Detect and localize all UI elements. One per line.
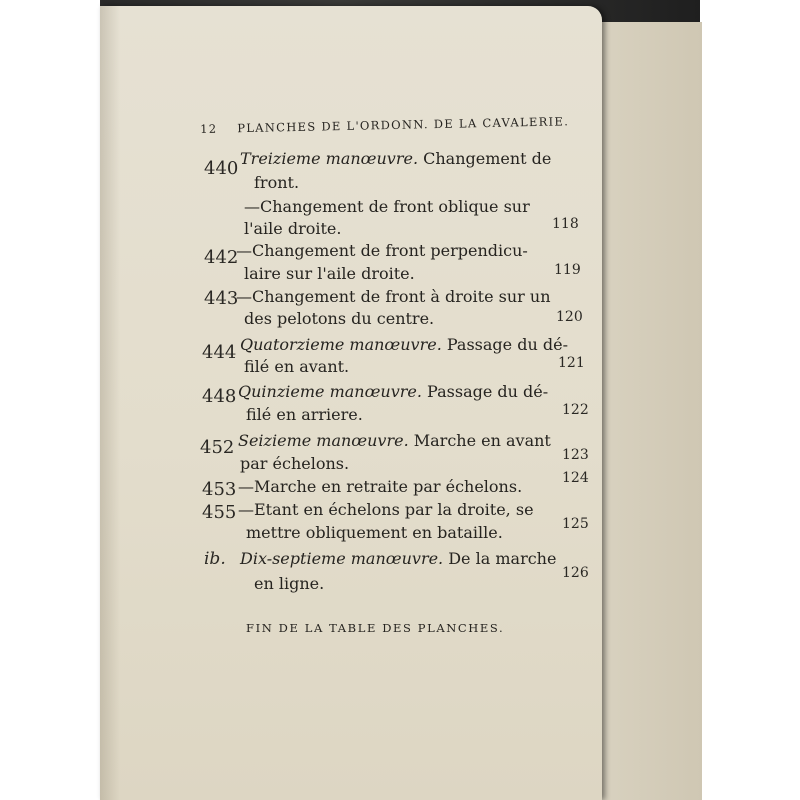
entry-line-2: laire sur l'aile droite. [244, 264, 415, 283]
header-running-title: PLANCHES DE L'ORDONN. DE LA CAVALERIE. [237, 114, 570, 136]
entry-line-2: des pelotons du centre. [244, 309, 435, 328]
entry-line-2: par échelons. [240, 454, 350, 473]
entry-number: 455 [202, 502, 237, 523]
entry-number: 452 [200, 437, 235, 458]
entry-page-ref: 118 [552, 216, 579, 232]
entry-line-1 [240, 149, 551, 168]
table-end-footer: FIN DE LA TABLE DES PLANCHES. [246, 621, 505, 635]
entry-title: Dix-septieme manœuvre. [240, 549, 444, 568]
entry-line-1: —Changement de front à droite sur un [236, 287, 551, 306]
entry-line-2: front. [254, 173, 300, 192]
entry-text: De la marche [443, 549, 557, 568]
entry-text: Passage du dé- [441, 335, 568, 354]
entry-number: 453 [202, 479, 237, 500]
entry-number: 440 [204, 158, 239, 179]
entry-line-2: filé en arriere. [246, 405, 363, 424]
entry-line-2: en ligne. [254, 574, 325, 593]
entry-line-1 [238, 431, 551, 450]
entry-page-ref: 120 [556, 309, 583, 325]
entry-line-1 [238, 382, 548, 401]
entry-line-2: filé en avant. [244, 357, 350, 376]
entry-number: 442 [204, 247, 239, 268]
entry-line-1 [240, 335, 568, 354]
entry-number: 444 [202, 342, 237, 363]
entry-line-1 [240, 549, 556, 568]
entry-page-ref: 126 [562, 565, 589, 581]
entry-text: Passage du dé- [421, 382, 549, 401]
entry-number: 448 [202, 386, 237, 407]
entry-line-1: —Changement de front perpendicu- [236, 241, 528, 260]
entry-title: Quatorzieme manœuvre. [240, 335, 442, 354]
entry-text: Marche en avant [408, 431, 551, 450]
entry-number: ib. [204, 549, 226, 569]
entry-line-1: —Changement de front oblique sur [244, 197, 530, 216]
entry-page-ref: 122 [562, 402, 589, 418]
entry-page-ref: 123 [562, 447, 589, 463]
entry-line-1: —Marche en retraite par échelons. [238, 477, 523, 496]
entry-line-2: l'aile droite. [244, 219, 342, 238]
entry-title: Treizieme manœuvre. [240, 149, 419, 168]
entry-title: Seizieme manœuvre. [238, 431, 409, 450]
entry-text: Changement de [418, 149, 552, 168]
entry-page-ref: 119 [554, 262, 581, 278]
entry-line-2: mettre obliquement en bataille. [246, 523, 503, 542]
entry-line-1: —Etant en échelons par la droite, se [238, 500, 534, 519]
header-page-number: 12 [200, 121, 218, 136]
entry-title: Quinzieme manœuvre. [238, 382, 422, 401]
entry-number: 443 [204, 288, 239, 309]
entry-page-ref: 125 [562, 516, 589, 532]
entry-page-ref: 121 [558, 355, 585, 371]
entry-page-ref: 124 [562, 470, 589, 486]
